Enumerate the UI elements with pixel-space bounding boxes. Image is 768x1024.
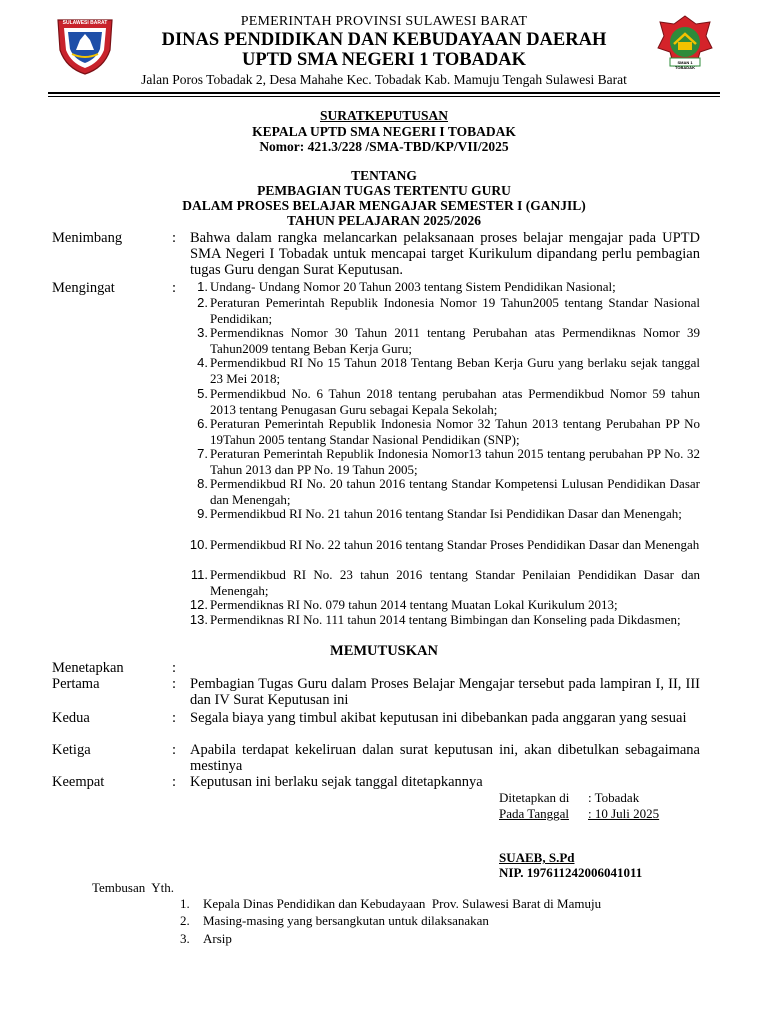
menimbang-colon: : <box>172 230 177 246</box>
school-name: UPTD SMA NEGERI 1 TOBADAK <box>241 50 527 70</box>
tembusan-item: Masing-masing yang bersangkutan untuk dilaksanakan <box>203 913 489 928</box>
date-label: Pada Tanggal <box>499 806 569 821</box>
list-item: Permendikbud RI No. 20 tahun 2016 tentang Standar Kompetensi Lulusan Pendidikan Dasar dan Menengah; <box>210 476 700 507</box>
keempat-colon: : <box>172 774 177 790</box>
list-item-number: 10. <box>189 537 208 552</box>
list-item-number: 8. <box>197 476 208 491</box>
list-item: Peraturan Pemerintah Republik Indonesia Nomor13 tahun 2015 tentang perubahan PP No. 32 Tahun 2013 dan PP No. 19 Tahun 2005; <box>210 446 700 477</box>
list-item: Undang- Undang Nomor 20 Tahun 2003 tentang Sistem Pendidikan Nasional; <box>210 279 616 294</box>
kedua-colon: : <box>172 710 177 726</box>
list-item-number: 3. <box>197 325 208 340</box>
list-item-number: 2. <box>197 295 208 310</box>
tembusan-item-number: 3. <box>180 931 190 946</box>
list-item: Permendiknas Nomor 30 Tahun 2011 tentang Perubahan atas Permendiknas Nomor 39 Tahun2009 tentang Beban Kerja Guru; <box>210 325 700 356</box>
menimbang-text: Bahwa dalam rangka melancarkan pelaksanaan proses belajar mengajar pada UPTD SMA Negeri I Tobadak untuk mencapai target Kurikulum dipandang perlu pembagian tugas Guru dengan Surat Keputusan. <box>190 230 700 278</box>
list-item-number: 13. <box>189 612 208 627</box>
decree-subject-1: PEMBAGIAN TUGAS TERTENTU GURU <box>257 183 511 198</box>
list-item: Permendiknas RI No. 079 tahun 2014 tentang Muatan Lokal Kurikulum 2013; <box>210 597 618 612</box>
government-name: PEMERINTAH PROVINSI SULAWESI BARAT <box>240 14 528 29</box>
school-logo-text: SMAN 1 TOBADAK <box>675 60 695 70</box>
list-item: Peraturan Pemerintah Republik Indonesia Nomor 19 Tahun2005 tentang Standar Nasional Pendidikan; <box>210 295 700 326</box>
list-item-number: 9. <box>197 506 208 521</box>
list-item-number: 11. <box>190 567 208 582</box>
pertama-label: Pertama <box>52 676 100 692</box>
list-item-number: 1. <box>197 279 208 294</box>
date-value: : 10 Juli 2025 <box>588 806 660 821</box>
menimbang-label: Menimbang <box>52 230 123 246</box>
list-item-number: 6. <box>197 416 208 431</box>
place-label: Ditetapkan di <box>499 790 570 805</box>
tembusan-heading: Tembusan Yth. <box>92 880 175 895</box>
list-item: Peraturan Pemerintah Republik Indonesia Nomor 32 Tahun 2013 tentang Perubahan PP No 19Tahun 2005 tentang Standar Nasional Pendidikan (SNP); <box>210 416 700 447</box>
decree-subject-2: DALAM PROSES BELAJAR MENGAJAR SEMESTER I (GANJIL) <box>182 198 586 213</box>
list-item: Permendikbud No. 6 Tahun 2018 tentang perubahan atas Permendikbud Nomor 59 tahun 2013 tentang Penugasan Guru sebagai Kepala Sekolah; <box>210 386 700 417</box>
tembusan-item: Arsip <box>203 931 232 946</box>
list-item: Permendikbud RI No. 22 tahun 2016 tentang Standar Proses Pendidikan Dasar dan Menengah <box>210 537 700 552</box>
decree-type: SURATKEPUTUSAN <box>319 108 449 123</box>
signatory-name: SUAEB, S.Pd <box>499 850 575 865</box>
agency-name: DINAS PENDIDIKAN DAN KEBUDAYAAN DAERAH <box>161 30 607 50</box>
tembusan-item-number: 2. <box>180 913 190 928</box>
keempat-text: Keputusan ini berlaku sejak tanggal ditetapkannya <box>190 774 483 790</box>
kedua-label: Kedua <box>52 710 90 726</box>
place-value: : Tobadak <box>588 790 640 805</box>
ketiga-colon: : <box>172 742 177 758</box>
signatory-nip: NIP. 197611242006041011 <box>499 865 643 880</box>
menetapkan-label: Menetapkan <box>52 660 124 676</box>
ketiga-text: Apabila terdapat kekeliruan dalan surat keputusan ini, akan dibetulkan sebagaimana mestinya <box>190 742 700 774</box>
memutuskan-heading: MEMUTUSKAN <box>330 643 438 659</box>
pertama-text: Pembagian Tugas Guru dalam Proses Belajar Mengajar tersebut pada lampiran I, II, III dan IV Surat Keputusan ini <box>190 676 700 708</box>
letterhead-divider <box>48 92 720 94</box>
mengingat-label: Mengingat <box>52 280 115 296</box>
letterhead-divider-thin <box>48 96 720 97</box>
tentang-heading: TENTANG <box>351 168 417 183</box>
province-logo-text: SULAWESI BARAT <box>62 20 108 26</box>
kedua-text: Segala biaya yang timbul akibat keputusan ini dibebankan pada anggaran yang sesuai <box>190 710 687 726</box>
school-address: Jalan Poros Tobadak 2, Desa Mahahe Kec. Tobadak Kab. Mamuju Tengah Sulawesi Barat <box>141 72 627 87</box>
list-item-number: 7. <box>197 446 208 461</box>
pertama-colon: : <box>172 676 177 692</box>
list-item-number: 5. <box>197 386 208 401</box>
list-item: Permendikbud RI No 15 Tahun 2018 Tentang Beban Kerja Guru yang berlaku sejak tanggal 23 Mei 2018; <box>210 355 700 386</box>
decree-number: Nomor: 421.3/228 /SMA-TBD/KP/VII/2025 <box>259 139 509 154</box>
list-item: Permendiknas RI No. 111 tahun 2014 tentang Bimbingan dan Konseling pada Dikdasmen; <box>210 612 681 627</box>
tembusan-item: Kepala Dinas Pendidikan dan Kebudayaan Prov. Sulawesi Barat di Mamuju <box>203 896 602 911</box>
list-item-number: 4. <box>197 355 208 370</box>
list-item-number: 12. <box>189 597 208 612</box>
ketiga-label: Ketiga <box>52 742 91 758</box>
list-item: Permendikbud RI No. 23 tahun 2016 tentang Standar Penilaian Pendidikan Dasar dan Menengah; <box>210 567 700 598</box>
menetapkan-colon: : <box>172 660 177 676</box>
decree-issuer: KEPALA UPTD SMA NEGERI I TOBADAK <box>252 124 516 139</box>
keempat-label: Keempat <box>52 774 105 790</box>
mengingat-colon: : <box>172 280 177 296</box>
decree-subject-3: TAHUN PELAJARAN 2025/2026 <box>286 213 481 228</box>
tembusan-item-number: 1. <box>180 896 190 911</box>
list-item: Permendikbud RI No. 21 tahun 2016 tentang Standar Isi Pendidikan Dasar dan Menengah; <box>210 506 682 521</box>
